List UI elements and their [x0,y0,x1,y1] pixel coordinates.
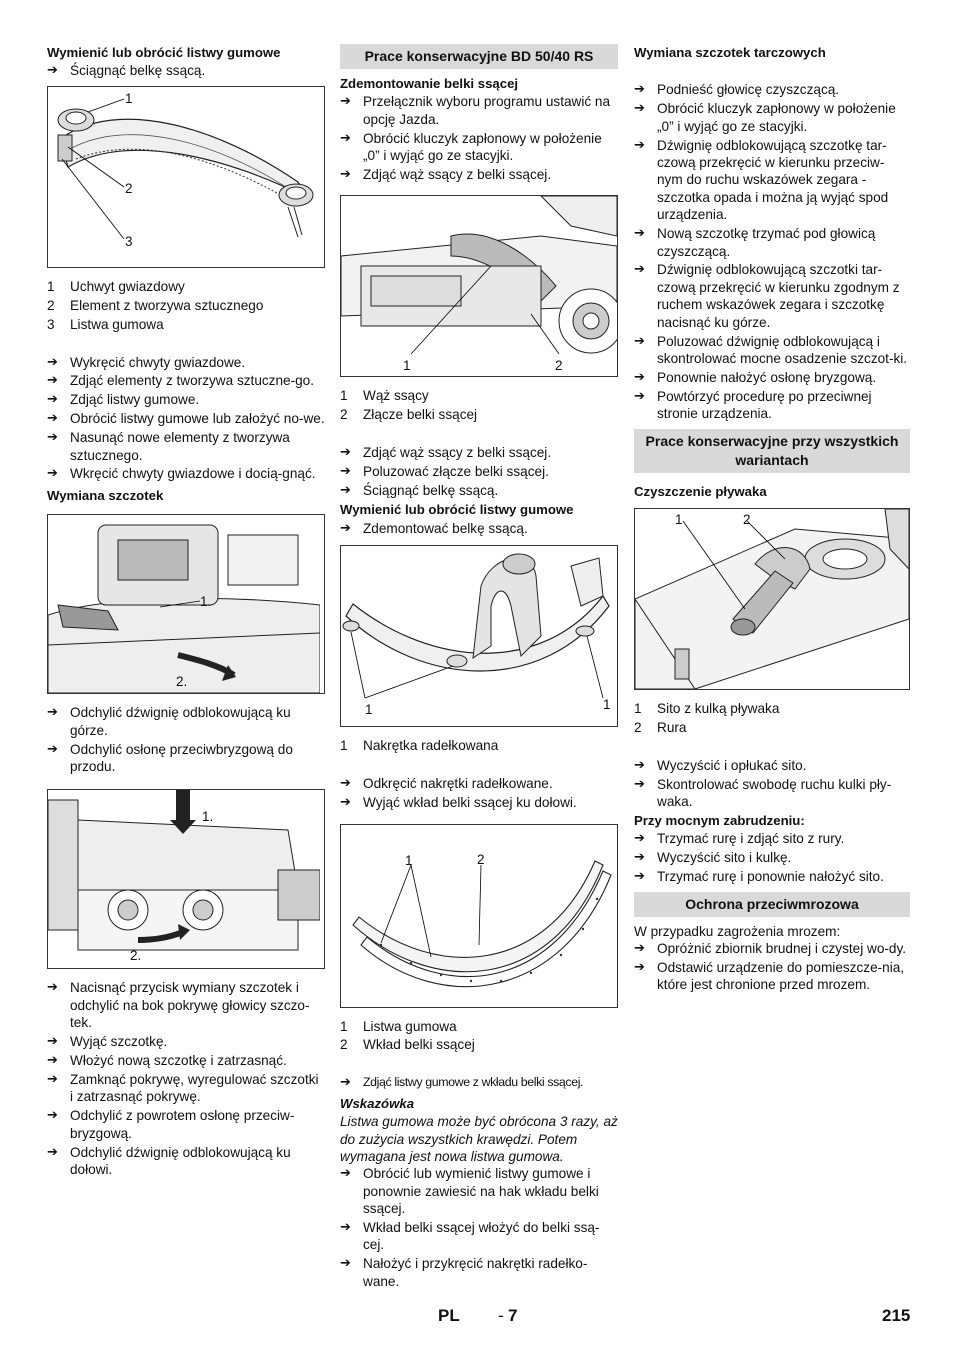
step: ➔ Zamknąć pokrywę, wyregulować szczotki i zatrzasnąć pokrywę. [47,1071,319,1105]
arrow-right-icon: ➔ [634,776,645,792]
callout-2: 2 [125,180,133,196]
step: ➔ Zdjąć wąż ssący z belki ssącej. [340,445,552,461]
column-middle [340,44,618,1292]
legend-item: 1 Uchwyt gwiazdowy [47,278,185,294]
arrow-right-icon: ➔ [47,980,58,996]
step: ➔ Odchylić dźwignię odblokowującą ku dołowi. [47,1144,291,1177]
arrow-right-icon: ➔ [47,1053,58,1069]
step: ➔ Przełącznik wyboru programu ustawić na opcję Jazda. [340,94,611,127]
arrow-right-icon: ➔ [47,1108,58,1124]
arrow-right-icon: ➔ [340,94,351,110]
frost-intro: W przypadku zagrożenia mrozem: [634,923,841,939]
step: ➔ Wyczyścić sito i kulkę. [634,850,792,866]
page-number: 215 [882,1306,911,1325]
callout-1: 1 [405,852,413,868]
step: ➔ Nową szczotkę trzymać pod głowicą czyszczącą. [634,226,876,259]
arrow-right-icon: ➔ [47,705,58,721]
section-band-all-variants: Prace konserwacyjne przy wszystkich wariantach [634,429,910,473]
step: ➔ Zdjąć wąż ssący z belki ssącej. [340,167,552,183]
step: ➔ Dźwignię odblokowującą szczotki tar-czową przekręcić w kierunku zgodnym z ruchem wskazówek zegara i szczotkę nacisnąć ku górze. [634,262,900,330]
arrow-right-icon: ➔ [47,63,58,79]
legend-item: 1 Wąż ssący [340,388,429,404]
callout-2: 2. [130,948,142,964]
step: ➔ Dźwignię odblokowującą szczotkę tar-czową przekręcić w kierunku przeciw-nym do ruchu wskazówek zegara - szczotka opada i można ją wyjąć spod urządzenia. [634,137,889,223]
figure-brush-lever [47,514,325,694]
arrow-right-icon: ➔ [634,82,645,98]
step: ➔ Trzymać rurę i zdjąć sito z rury. [634,831,845,847]
callout-1: 1. [202,809,214,825]
legend-item: 2 Element z tworzywa sztucznego [47,297,264,313]
arrow-right-icon: ➔ [47,466,58,482]
column-right [634,44,910,995]
step: ➔ Obrócić kluczyk zapłonowy w położenie „0” i wyjąć go ze stacyjki. [340,130,602,164]
step: ➔ Trzymać rurę i ponownie nałożyć sito. [634,869,884,885]
arrow-right-icon: ➔ [634,262,645,278]
callout-3: 3 [125,233,133,249]
arrow-right-icon: ➔ [340,445,351,461]
step: ➔ Odchylić dźwignię odblokowującą ku górze. [47,705,291,738]
step: ➔ Nasunąć nowe elementy z tworzywa sztucznego. [47,430,290,463]
note-heading: Wskazówka [340,1095,415,1111]
step: ➔ Zdjąć listwy gumowe z wkładu belki ssącej. [340,1075,584,1091]
step: ➔ Wyjąć szczotkę. [47,1034,168,1050]
arrow-right-icon: ➔ [634,226,645,242]
heading-rubber-strips: Wymienić lub obrócić listwy gumowe [47,45,281,60]
step: ➔ Opróżnić zbiornik brudnej i czystej wo-dy. [634,941,907,957]
step: ➔ Ponownie nałożyć osłonę bryzgową. [634,369,877,385]
arrow-right-icon: ➔ [634,101,645,117]
callout-2: 2 [743,512,751,528]
callout-1: 1 [603,697,611,713]
figure-brush-cover [47,789,325,969]
step: ➔ Poluzować złącze belki ssącej. [340,464,549,480]
callout-1: 1. [200,594,212,610]
step: ➔ Podnieść głowicę czyszczącą. [634,82,840,98]
callout-1: 1 [675,512,683,528]
figure-squeegee [47,86,325,268]
figure-float [634,508,910,690]
arrow-right-icon: ➔ [340,464,351,480]
step: ➔ Zdjąć listwy gumowe. [47,392,200,408]
heading-float-cleaning: Czyszczenie pływaka [634,483,767,499]
legend-item: 1 Sito z kulką pływaka [634,701,780,717]
arrow-right-icon: ➔ [634,941,645,957]
heading-dismantle-beam: Zdemontowanie belki ssącej [340,76,519,91]
footer-section-page: 7 [508,1306,518,1325]
step: ➔ Zdjąć elementy z tworzywa sztuczne-go. [47,373,315,389]
step: ➔ Wykręcić chwyty gwiazdowe. [47,354,246,370]
step: ➔ Odkręcić nakrętki radełkowane. [340,776,553,792]
step: ➔ Wyjąć wkład belki ssącej ku dołowi. [340,795,577,811]
arrow-right-icon: ➔ [47,1034,58,1050]
callout-1: 1 [125,90,133,106]
arrow-right-icon: ➔ [340,1166,351,1182]
arrow-right-icon: ➔ [634,333,645,349]
arrow-right-icon: ➔ [47,430,58,446]
step: ➔ Powtórzyć procedurę po przeciwnej stronie urządzenia. [634,388,872,422]
page-footer [0,1307,954,1331]
step: ➔ Odstawić urządzenie do pomieszcze-nia, które jest chronione przed mrozem. [634,960,905,993]
callout-1: 1 [365,702,373,718]
arrow-right-icon: ➔ [634,850,645,866]
legend-item: 2 Wkład belki ssącej [340,1037,475,1053]
arrow-right-icon: ➔ [340,1256,351,1272]
arrow-right-icon: ➔ [47,1071,58,1087]
arrow-right-icon: ➔ [634,369,645,385]
step: ➔ Włożyć nową szczotkę i zatrzasnąć. [47,1053,287,1069]
footer-language: PL [438,1306,460,1325]
arrow-right-icon: ➔ [47,392,58,408]
section-band-bd5040rs: Prace konserwacyjne BD 50/40 RS [340,44,618,69]
arrow-right-icon: ➔ [47,1144,58,1160]
footer-separator: - [498,1306,504,1325]
arrow-right-icon: ➔ [340,1075,351,1091]
step: ➔ Nałożyć i przykręcić nakrętki radełko-wane. [340,1256,588,1289]
arrow-right-icon: ➔ [634,137,645,153]
arrow-right-icon: ➔ [47,373,58,389]
arrow-right-icon: ➔ [340,776,351,792]
arrow-right-icon: ➔ [340,167,351,183]
step: ➔ Wyczyścić i opłukać sito. [634,757,807,773]
heading-heavy-dirt: Przy mocnym zabrudzeniu: [634,813,805,829]
column-left [47,44,325,1180]
arrow-right-icon: ➔ [634,831,645,847]
arrow-right-icon: ➔ [634,960,645,975]
legend-item: 2 Rura [634,719,687,735]
step: ➔ Ściągnąć belkę ssącą. [340,483,499,499]
step: ➔ Wkręcić chwyty gwiazdowe i docią-gnąć. [47,466,316,482]
step: ➔ Skontrolować swobodę ruchu kulki pły-waka. [634,776,892,810]
arrow-right-icon: ➔ [340,1220,351,1236]
note-text: Listwa gumowa może być obrócona 3 razy, aż do zużycia wszystkich krawędzi. Potem wymagana jest nowa listwa gumowa. [340,1114,618,1164]
callout-1: 1 [403,358,411,374]
figure-suction-hose [340,195,618,377]
callout-2: 2 [555,358,563,374]
arrow-right-icon: ➔ [634,757,645,773]
arrow-right-icon: ➔ [340,795,351,811]
legend-item: 3 Listwa gumowa [47,316,164,332]
section-band-frost: Ochrona przeciwmrozowa [634,892,910,917]
arrow-right-icon: ➔ [340,130,351,146]
heading-rubber-strips: Wymienić lub obrócić listwy gumowe [340,502,574,518]
step: ➔ Ściągnąć belkę ssącą. [47,63,206,79]
step: ➔ Zdemontować belkę ssącą. [340,520,528,536]
arrow-right-icon: ➔ [47,411,58,427]
step: ➔ Obrócić listwy gumowe lub założyć no-we. [47,411,325,427]
step: ➔ Obrócić kluczyk zapłonowy w położenie „0” i wyjąć go ze stacyjki. [634,101,896,134]
step: ➔ Wkład belki ssącej włożyć do belki ssą-cej. [340,1220,600,1253]
legend-item: 1 Listwa gumowa [340,1018,457,1034]
step: ➔ Obrócić lub wymienić listwy gumowe i ponownie zawiesić na hak wkładu belki ssącej. [340,1166,599,1217]
arrow-right-icon: ➔ [47,741,58,757]
heading-brush-change: Wymiana szczotek [47,487,164,503]
arrow-right-icon: ➔ [47,354,58,370]
arrow-right-icon: ➔ [634,869,645,885]
arrow-right-icon: ➔ [340,520,351,536]
callout-2: 2 [477,851,485,867]
callout-2: 2. [176,674,188,690]
arrow-right-icon: ➔ [340,483,351,499]
figure-knurled-nuts [340,545,618,727]
step: ➔ Nacisnąć przycisk wymiany szczotek i odchylić na bok pokrywę głowicy szczo-tek. [47,980,310,1031]
legend-item: 2 Złącze belki ssącej [340,407,478,423]
legend-item: 1 Nakrętka radełkowana [340,738,499,754]
arrow-right-icon: ➔ [634,388,645,404]
figure-rubber-strip-insert [340,824,618,1008]
step: ➔ Odchylić osłonę przeciwbryzgową do przodu. [47,741,293,774]
step: ➔ Poluzować dźwignię odblokowującą i skontrolować mocne osadzenie szczot-ki. [634,333,908,366]
step: ➔ Odchylić z powrotem osłonę przeciw-bryzgową. [47,1108,295,1141]
heading-disc-brushes: Wymiana szczotek tarczowych [634,45,826,60]
